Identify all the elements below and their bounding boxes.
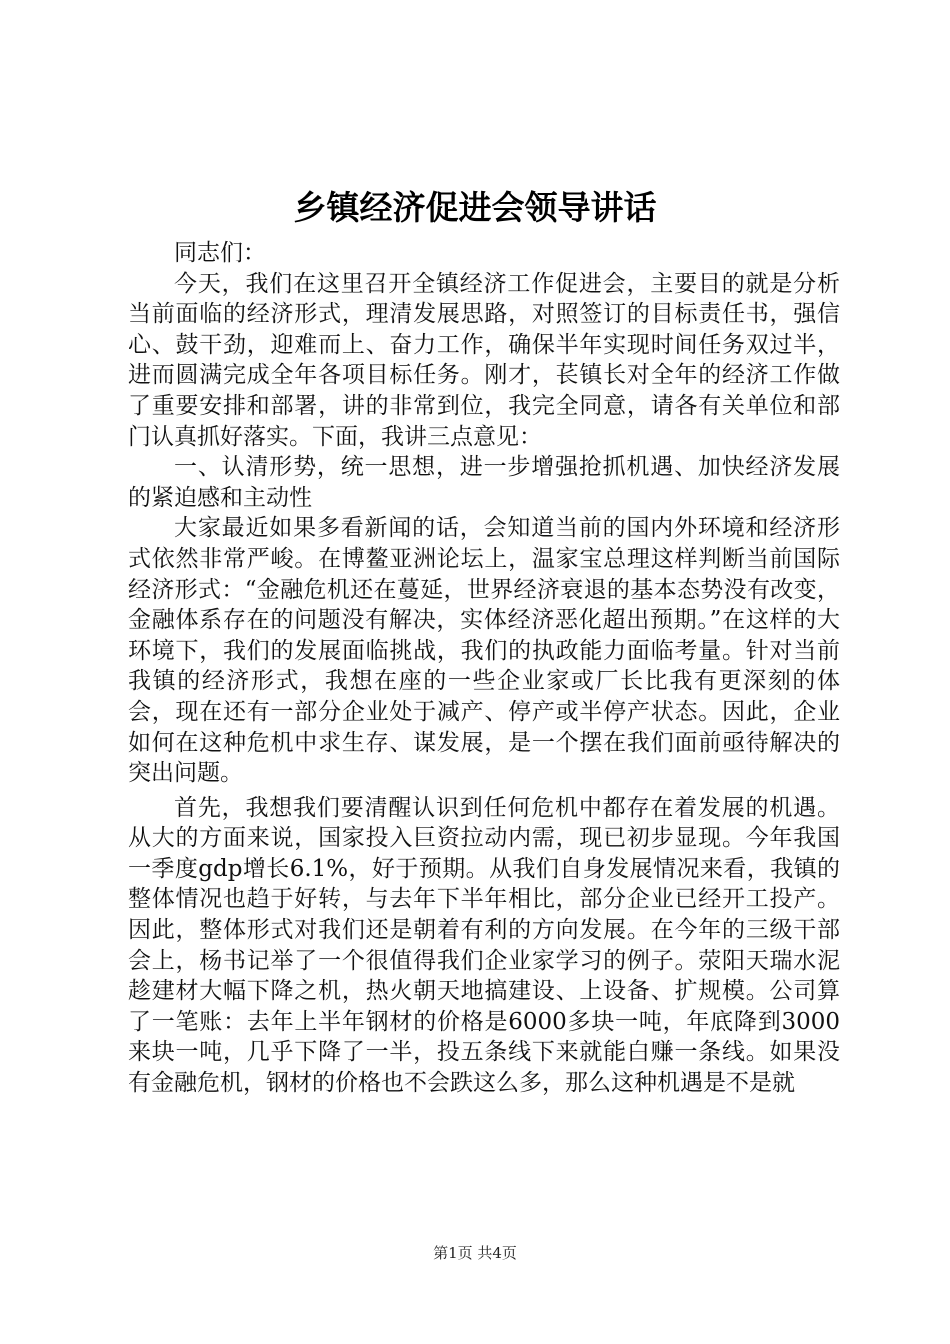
document-title: 乡镇经济促进会领导讲话 <box>293 188 657 227</box>
document-body <box>128 238 840 1099</box>
paragraph-opening: 今天，我们在这里召开全镇经济工作促进会，主要目的就是分析当前面临的经济形式，理清发展思路，对照签订的目标责任书，强信心、鼓干劲，迎难而上、奋力工作，确保半年实现时间任务双过半，进而圆满完成全年各项目标任务。刚才，苌镇长对全年的经济工作做了重要安排和部署，讲的非常到位，我完全同意，请各有关单位和部门认真抓好落实。下面，我讲三点意见： <box>128 270 840 450</box>
page-footer: 第1页 共4页 <box>433 1244 517 1262</box>
paragraph-section-heading: 一、认清形势，统一思想，进一步增强抢抓机遇、加快经济发展的紧迫感和主动性 <box>128 454 840 511</box>
paragraph-situation: 大家最近如果多看新闻的话，会知道当前的国内外环境和经济形式依然非常严峻。在博鳌亚洲论坛上，温家宝总理这样判断当前国际经济形式：“金融危机还在蔓延，世界经济衰退的基本态势没有改变，金融体系存在的问题没有解决，实体经济恶化超出预期。”在这样的大环境下，我们的发展面临挑战，我们的执政能力面临考量。针对当前我镇的经济形式，我想在座的一些企业家或厂长比我有更深刻的体会，现在还有一部分企业处于减产、停产或半停产状态。因此，企业如何在这种危机中求生存、谋发展，是一个摆在我们面前亟待解决的突出问题。 <box>128 515 840 787</box>
paragraph-opportunity: 首先，我想我们要清醒认识到任何危机中都存在着发展的机遇。从大的方面来说，国家投入巨资拉动内需，现已初步显现。今年我国一季度gdp增长6.1%，好于预期。从我们自身发展情况来看，我镇的整体情况也趋于好转，与去年下半年相比，部分企业已经开工投产。因此，整体形式对我们还是朝着有利的方向发展。在今年的三级干部会上，杨书记举了一个很值得我们企业家学习的例子。荥阳天瑞水泥趁建材大幅下降之机，热火朝天地搞建设、上设备、扩规模。公司算了一笔账：去年上半年钢材的价格是6000多块一吨，年底降到3000来块一吨，几乎下降了一半，投五条线下来就能白赚一条线。如果没有金融危机，钢材的价格也不会跌这么多，那么这种机遇是不是就 <box>128 794 840 1097</box>
paragraph-salutation: 同志们： <box>174 240 266 266</box>
